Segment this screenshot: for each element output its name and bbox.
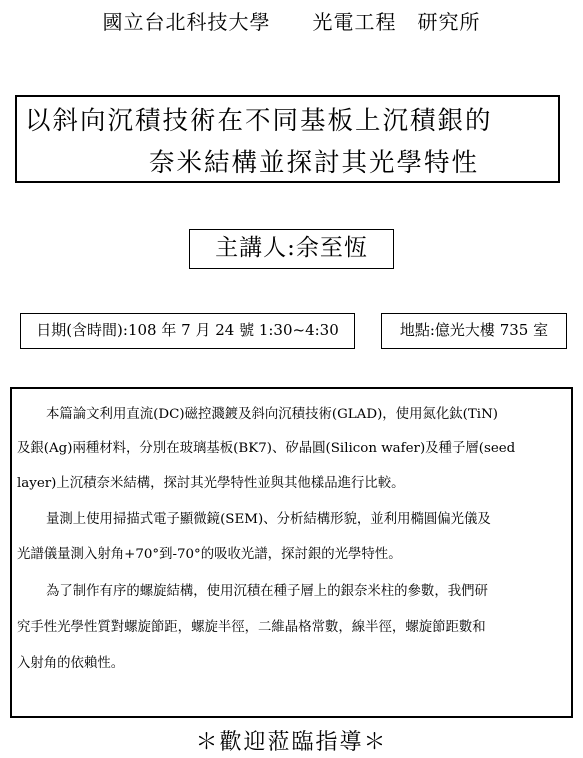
abstract-line: 究手性光學性質對螺旋節距，螺旋半徑，二維晶格常數，線半徑，螺旋節距數和 xyxy=(17,620,486,635)
abstract-line: 光譜儀量測入射角+70°到-70°的吸收光譜，探討銀的光學特性。 xyxy=(17,547,402,562)
title-box xyxy=(15,95,560,183)
speaker-box: 主講人:余至恆 xyxy=(189,229,394,269)
location-box: 地點:億光大樓 735 室 xyxy=(381,313,567,349)
welcome-footer: ＊歡迎蒞臨指導＊ xyxy=(195,730,388,755)
abstract-line: layer)上沉積奈米結構，探討其光學特性並與其他樣品進行比較。 xyxy=(17,476,405,491)
abstract-line: 為了制作有序的螺旋結構，使用沉積在種子層上的銀奈米柱的參數，我們研 xyxy=(46,584,488,599)
abstract-box xyxy=(10,387,573,718)
title-line-1: 以斜向沉積技術在不同基板上沉積銀的 xyxy=(25,106,493,136)
abstract-line: 量測上使用掃描式電子顯微鏡(SEM)、分析結構形貌，並利用橢圓偏光儀及 xyxy=(46,512,491,527)
date-box: 日期(含時間):108 年 7 月 24 號 1:30~4:30 xyxy=(20,313,355,349)
title-line-2: 奈米結構並探討其光學特性 xyxy=(149,148,480,178)
abstract-line: 入射角的依賴性。 xyxy=(17,656,125,671)
abstract-line: 及銀(Ag)兩種材料，分別在玻璃基板(BK7)、矽晶圓(Silicon wafer)及種子層(seed xyxy=(17,441,516,456)
institution-header: 國立台北科技大學 光電工程 研究所 xyxy=(102,10,481,34)
abstract-line: 本篇論文利用直流(DC)磁控濺鍍及斜向沉積技術(GLAD)，使用氮化鈦(TiN) xyxy=(46,407,499,422)
